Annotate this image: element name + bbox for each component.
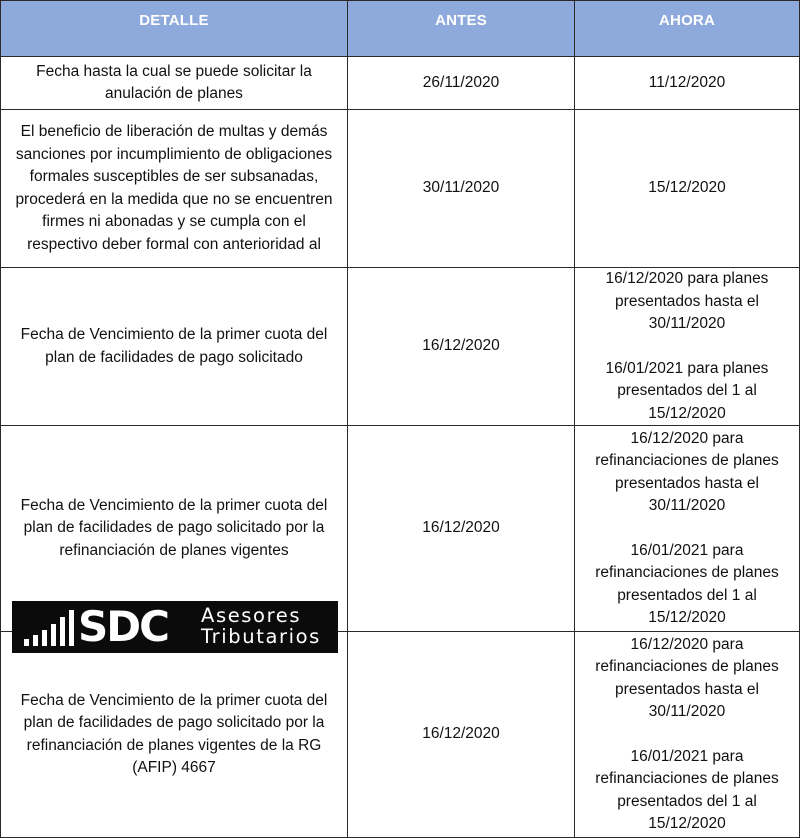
cell-detalle: Fecha de Vencimiento de la primer cuota del plan de facilidades de pago solicitado por la refinanciación de planes vigentes [1,426,348,632]
cell-ahora [575,632,800,838]
spacer [581,336,793,358]
ahora-text: 16/01/2021 para planes presentados del 1 al 15/12/2020 [605,359,769,422]
bar-chart-icon [22,606,82,646]
table-row [1,268,800,426]
ahora-text: 16/01/2021 para refinanciaciones de planes presentados del 1 al 15/12/2020 [595,541,779,626]
cell-detalle: El beneficio de liberación de multas y demás sanciones por incumplimiento de obligaciones formales susceptibles de ser subsanadas, procederá en la medida que no se encuentren firmes ni abonadas y se cumpla con el respectivo deber formal con anterioridad al [1,110,348,268]
cell-detalle: Fecha de Vencimiento de la primer cuota del plan de facilidades de pago solicitado por la refinanciación de planes vigentes de la RG (AFIP) 4667 [1,632,348,838]
sdc-logo [12,601,338,653]
ahora-text: 15/12/2020 [648,179,726,197]
spacer [581,724,793,746]
logo-line-2: Tributarios [201,625,321,648]
cell-detalle: Fecha hasta la cual se puede solicitar la anulación de planes [1,57,348,110]
cell-ahora [575,110,800,268]
header-antes: ANTES [348,1,575,57]
cell-antes: 26/11/2020 [348,57,575,110]
cell-ahora [575,57,800,110]
header-ahora: AHORA [575,1,800,57]
ahora-text: 11/12/2020 [648,73,726,91]
cell-antes: 16/12/2020 [348,268,575,426]
header-detalle: DETALLE [1,1,348,57]
cell-antes: 30/11/2020 [348,110,575,268]
ahora-text: 16/12/2020 para planes presentados hasta el 30/11/2020 [605,270,769,332]
logo-line-1: Asesores [201,604,302,627]
cell-antes: 16/12/2020 [348,632,575,838]
table-row [1,110,800,268]
table-header-row [1,1,800,57]
ahora-text: 16/12/2020 para refinanciaciones de planes presentados hasta el 30/11/2020 [595,429,779,514]
logo-mark: SDC [78,602,168,651]
cell-antes: 16/12/2020 [348,426,575,632]
cell-detalle: Fecha de Vencimiento de la primer cuota del plan de facilidades de pago solicitado [1,268,348,426]
ahora-text: 16/01/2021 para refinanciaciones de planes presentados del 1 al 15/12/2020 [595,747,779,832]
table-row [1,632,800,838]
table-row [1,57,800,110]
logo-text [201,605,321,647]
cell-ahora [575,268,800,426]
ahora-text: 16/12/2020 para refinanciaciones de planes presentados hasta el 30/11/2020 [595,635,779,720]
spacer [581,518,793,540]
cell-ahora [575,426,800,632]
